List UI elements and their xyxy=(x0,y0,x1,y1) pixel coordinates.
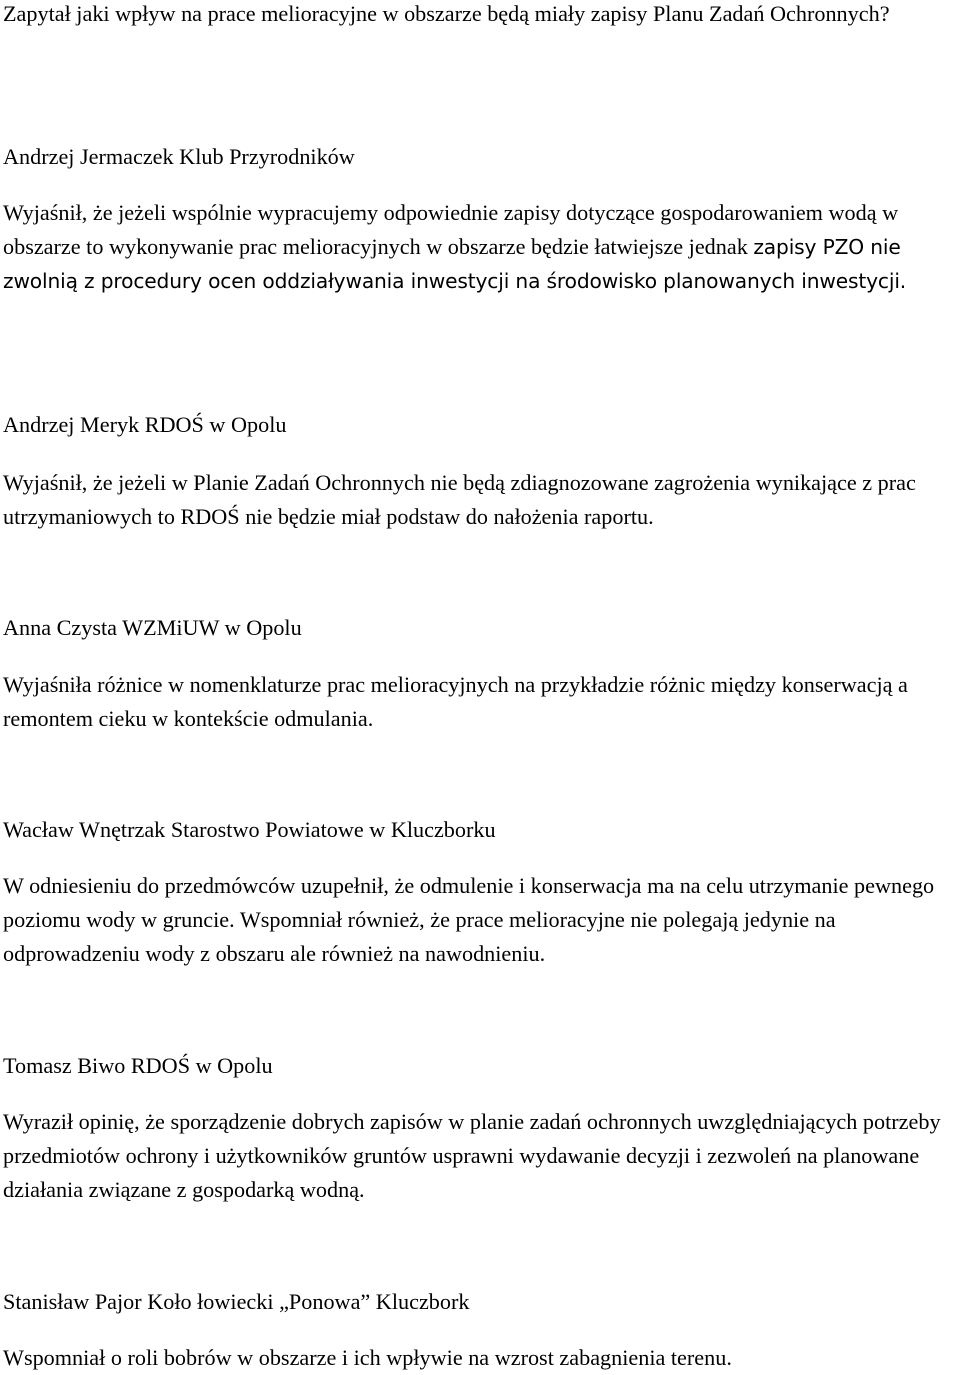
speaker-name: Anna Czysta WZMiUW w Opolu xyxy=(3,615,302,640)
statement-text-sans: zapisy PZO nie zwolnią z procedury ocen oddziaływania inwestycji na środowisko planowanych inwestycji. xyxy=(3,235,907,293)
speaker-statement: W odniesieniu do przedmówców uzupełnił, że odmulenie i konserwacja ma na celu utrzymanie pewnego poziomu wody w gruncie. Wspomniał również, że prace melioracyjne nie polegają jedynie na odprowadzeniu wody z obszaru ale również na nawodnieniu. xyxy=(3,873,935,966)
statement-text: Wyjaśnił, że jeżeli wspólnie wypracujemy odpowiednie zapisy dotyczące gospodarowaniem wodą w obszarze to wykonywanie prac melioracyjnych w obszarze będzie łatwiejsze jednak xyxy=(3,200,899,259)
speaker-statement: Wyjaśnił, że jeżeli w Planie Zadań Ochronnych nie będą zdiagnozowane zagrożenia wynikające z prac utrzymaniowych to RDOŚ nie będzie miał podstaw do nałożenia raportu. xyxy=(3,470,916,529)
intro-question: Zapytał jaki wpływ na prace melioracyjne w obszarze będą miały zapisy Planu Zadań Ochronnych? xyxy=(3,1,890,26)
speaker-name: Stanisław Pajor Koło łowiecki „Ponowa” Kluczbork xyxy=(3,1289,470,1314)
speaker-name: Tomasz Biwo RDOŚ w Opolu xyxy=(3,1053,273,1078)
speaker-statement xyxy=(3,196,958,298)
speaker-statement: Wyraził opinię, że sporządzenie dobrych zapisów w planie zadań ochronnych uwzględniających potrzeby przedmiotów ochrony i użytkowników gruntów usprawni wydawanie decyzji i zezwoleń na planowane działania związane z gospodarką wodną. xyxy=(3,1109,941,1202)
speaker-name: Andrzej Jermaczek Klub Przyrodników xyxy=(3,144,355,169)
speaker-statement: Wspomniał o roli bobrów w obszarze i ich wpływie na wzrost zabagnienia terenu. xyxy=(3,1345,732,1370)
speaker-name: Andrzej Meryk RDOŚ w Opolu xyxy=(3,412,287,437)
speaker-name: Wacław Wnętrzak Starostwo Powiatowe w Kluczborku xyxy=(3,817,496,842)
speaker-statement: Wyjaśniła różnice w nomenklaturze prac melioracyjnych na przykładzie różnic między konserwacją a remontem cieku w kontekście odmulania. xyxy=(3,672,908,731)
